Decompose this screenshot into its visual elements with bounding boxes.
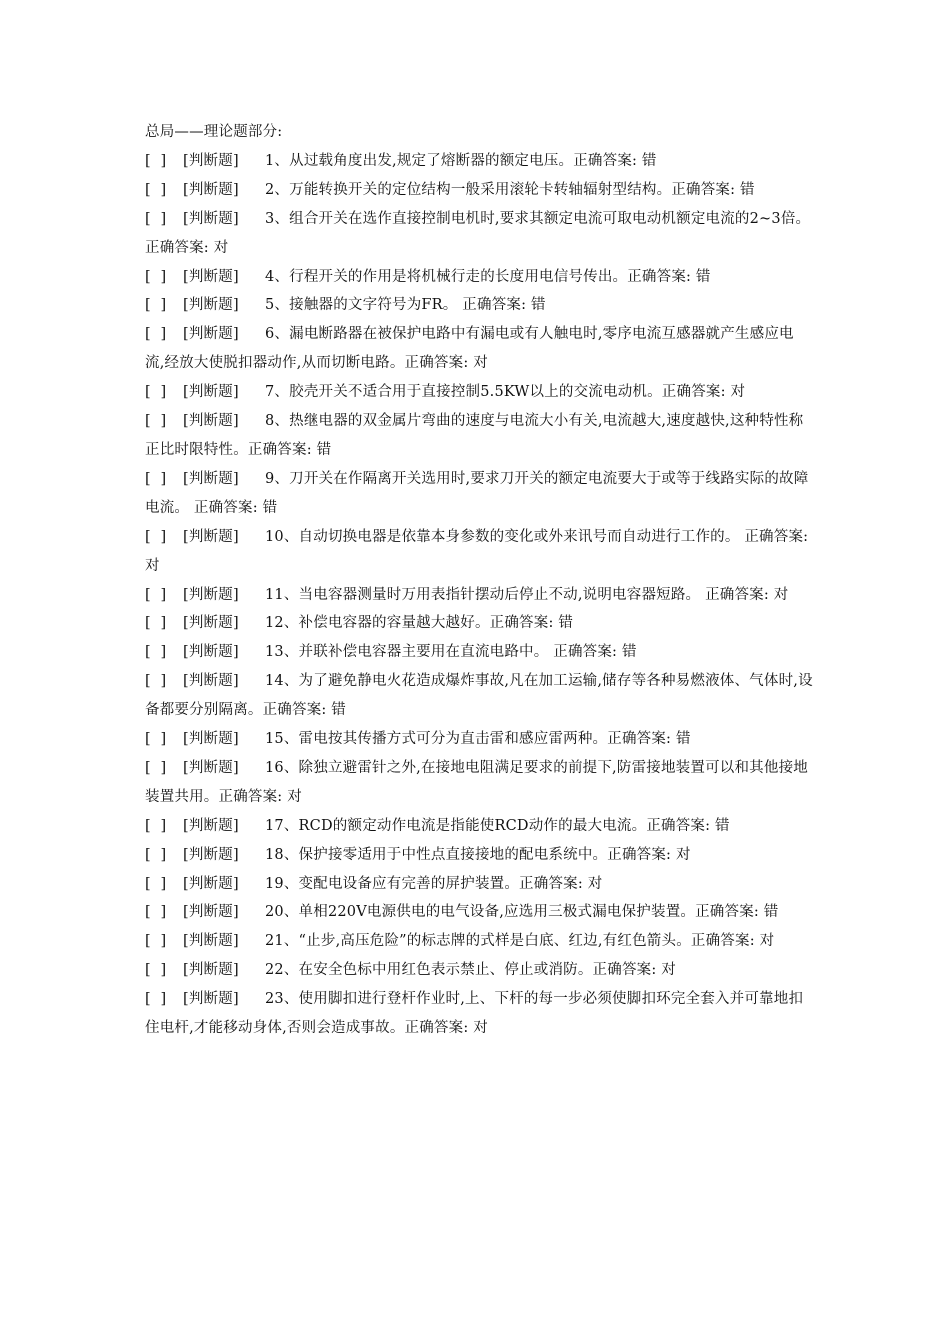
question-type-label: [判断题] — [183, 297, 239, 314]
question-type-label: [判断题] — [183, 731, 239, 748]
question-text: 11、当电容器测量时万用表指针摆动后停止不动,说明电容器短路。 正确答案: 对 — [265, 586, 789, 603]
answer-bracket: [ ] — [145, 615, 167, 632]
question-text: 18、保护接零适用于中性点直接接地的配电系统中。正确答案: 对 — [265, 846, 691, 863]
question-item — [145, 407, 813, 465]
question-text: 17、RCD的额定动作电流是指能使RCD动作的最大电流。正确答案: 错 — [265, 817, 730, 834]
answer-bracket: [ ] — [145, 644, 167, 661]
question-text: 9、刀开关在作隔离开关选用时,要求刀开关的额定电流要大于或等于线路实际的故障电流。 正确答案: 错 — [145, 470, 809, 516]
question-type-label: [判断题] — [183, 615, 239, 632]
answer-bracket: [ ] — [145, 470, 167, 487]
answer-bracket: [ ] — [145, 875, 167, 892]
question-item — [145, 754, 813, 812]
question-type-label: [判断题] — [183, 991, 239, 1008]
question-type-label: [判断题] — [183, 210, 239, 227]
question-type-label: [判断题] — [183, 673, 239, 690]
question-item — [145, 812, 813, 841]
question-type-label: [判断题] — [183, 904, 239, 921]
answer-bracket: [ ] — [145, 673, 167, 690]
answer-bracket: [ ] — [145, 846, 167, 863]
question-item — [145, 927, 813, 956]
question-type-label: [判断题] — [183, 268, 239, 285]
question-text: 12、补偿电容器的容量越大越好。正确答案: 错 — [265, 615, 574, 632]
question-type-label: [判断题] — [183, 152, 239, 169]
question-item — [145, 898, 813, 927]
question-text: 8、热继电器的双金属片弯曲的速度与电流大小有关,电流越大,速度越快,这种特性称正比时限特性。正确答案: 错 — [145, 413, 804, 458]
question-text: 20、单相220V电源供电的电气设备,应选用三极式漏电保护装置。正确答案: 错 — [265, 904, 779, 921]
question-text: 14、为了避免静电火花造成爆炸事故,凡在加工运输,储存等各种易燃液体、气体时,设备都要分别隔离。正确答案: 错 — [145, 673, 813, 719]
question-text: 15、雷电按其传播方式可分为直击雷和感应雷两种。正确答案: 错 — [265, 731, 691, 748]
question-type-label: [判断题] — [183, 846, 239, 863]
section-heading: 总局——理论题部分: — [145, 124, 283, 140]
question-text: 1、从过载角度出发,规定了熔断器的额定电压。正确答案: 错 — [265, 152, 657, 169]
answer-bracket: [ ] — [145, 933, 167, 950]
question-item — [145, 176, 813, 205]
question-type-label: [判断题] — [183, 470, 239, 487]
question-type-label: [判断题] — [183, 962, 239, 979]
question-item — [145, 291, 813, 320]
question-item — [145, 523, 813, 581]
question-text: 5、接触器的文字符号为FR。 正确答案: 错 — [265, 297, 546, 314]
answer-bracket: [ ] — [145, 817, 167, 834]
question-text: 16、除独立避雷针之外,在接地电阻满足要求的前提下,防雷接地装置可以和其他接地装置共用。正确答案: 对 — [145, 759, 808, 805]
question-type-label: [判断题] — [183, 817, 239, 834]
question-item — [145, 725, 813, 754]
question-type-label: [判断题] — [183, 413, 239, 430]
question-item — [145, 841, 813, 870]
question-text: 22、在安全色标中用红色表示禁止、停止或消防。正确答案: 对 — [265, 962, 676, 979]
answer-bracket: [ ] — [145, 181, 167, 198]
question-list — [145, 118, 813, 1043]
question-type-label: [判断题] — [183, 759, 239, 776]
question-text: 2、万能转换开关的定位结构一般采用滚轮卡转轴辐射型结构。正确答案: 错 — [265, 181, 755, 198]
answer-bracket: [ ] — [145, 152, 167, 169]
question-text: 10、自动切换电器是依靠本身参数的变化或外来讯号而自动进行工作的。 正确答案: 对 — [145, 528, 809, 574]
question-text: 13、并联补偿电容器主要用在直流电路中。 正确答案: 错 — [265, 644, 637, 661]
question-type-label: [判断题] — [183, 384, 239, 401]
answer-bracket: [ ] — [145, 586, 167, 603]
answer-bracket: [ ] — [145, 962, 167, 979]
question-item — [145, 320, 813, 378]
question-item — [145, 581, 813, 610]
answer-bracket: [ ] — [145, 384, 167, 401]
answer-bracket: [ ] — [145, 326, 167, 343]
question-text: 3、组合开关在选作直接控制电机时,要求其额定电流可取电动机额定电流的2~3倍。正确答案: 对 — [145, 210, 811, 256]
answer-bracket: [ ] — [145, 731, 167, 748]
question-type-label: [判断题] — [183, 933, 239, 950]
question-item — [145, 870, 813, 899]
question-text: 19、变配电设备应有完善的屏护装置。正确答案: 对 — [265, 875, 603, 892]
question-type-label: [判断题] — [183, 875, 239, 892]
question-item — [145, 263, 813, 292]
question-item — [145, 956, 813, 985]
answer-bracket: [ ] — [145, 991, 167, 1008]
question-item — [145, 465, 813, 523]
question-text: 6、漏电断路器在被保护电路中有漏电或有人触电时,零序电流互感器就产生感应电流,经放大使脱扣器动作,从而切断电路。正确答案: 对 — [145, 326, 794, 372]
question-item — [145, 985, 813, 1043]
question-item — [145, 667, 813, 725]
question-type-label: [判断题] — [183, 326, 239, 343]
answer-bracket: [ ] — [145, 759, 167, 776]
question-text: 23、使用脚扣进行登杆作业时,上、下杆的每一步必须使脚扣环完全套入并可靠地扣住电杆,才能移动身体,否则会造成事故。正确答案: 对 — [145, 991, 804, 1037]
question-item — [145, 205, 813, 263]
question-text: 4、行程开关的作用是将机械行走的长度用电信号传出。正确答案: 错 — [265, 268, 711, 285]
answer-bracket: [ ] — [145, 528, 167, 545]
question-type-label: [判断题] — [183, 181, 239, 198]
question-type-label: [判断题] — [183, 586, 239, 603]
question-type-label: [判断题] — [183, 528, 239, 545]
question-item — [145, 378, 813, 407]
question-type-label: [判断题] — [183, 644, 239, 661]
question-text: 7、胶壳开关不适合用于直接控制5.5KW以上的交流电动机。正确答案: 对 — [265, 384, 746, 401]
answer-bracket: [ ] — [145, 297, 167, 314]
answer-bracket: [ ] — [145, 210, 167, 227]
answer-bracket: [ ] — [145, 268, 167, 285]
question-item — [145, 147, 813, 176]
answer-bracket: [ ] — [145, 904, 167, 921]
question-item — [145, 638, 813, 667]
question-item — [145, 609, 813, 638]
question-text: 21、“止步,高压危险”的标志牌的式样是白底、红边,有红色箭头。正确答案: 对 — [265, 933, 775, 950]
answer-bracket: [ ] — [145, 413, 167, 430]
